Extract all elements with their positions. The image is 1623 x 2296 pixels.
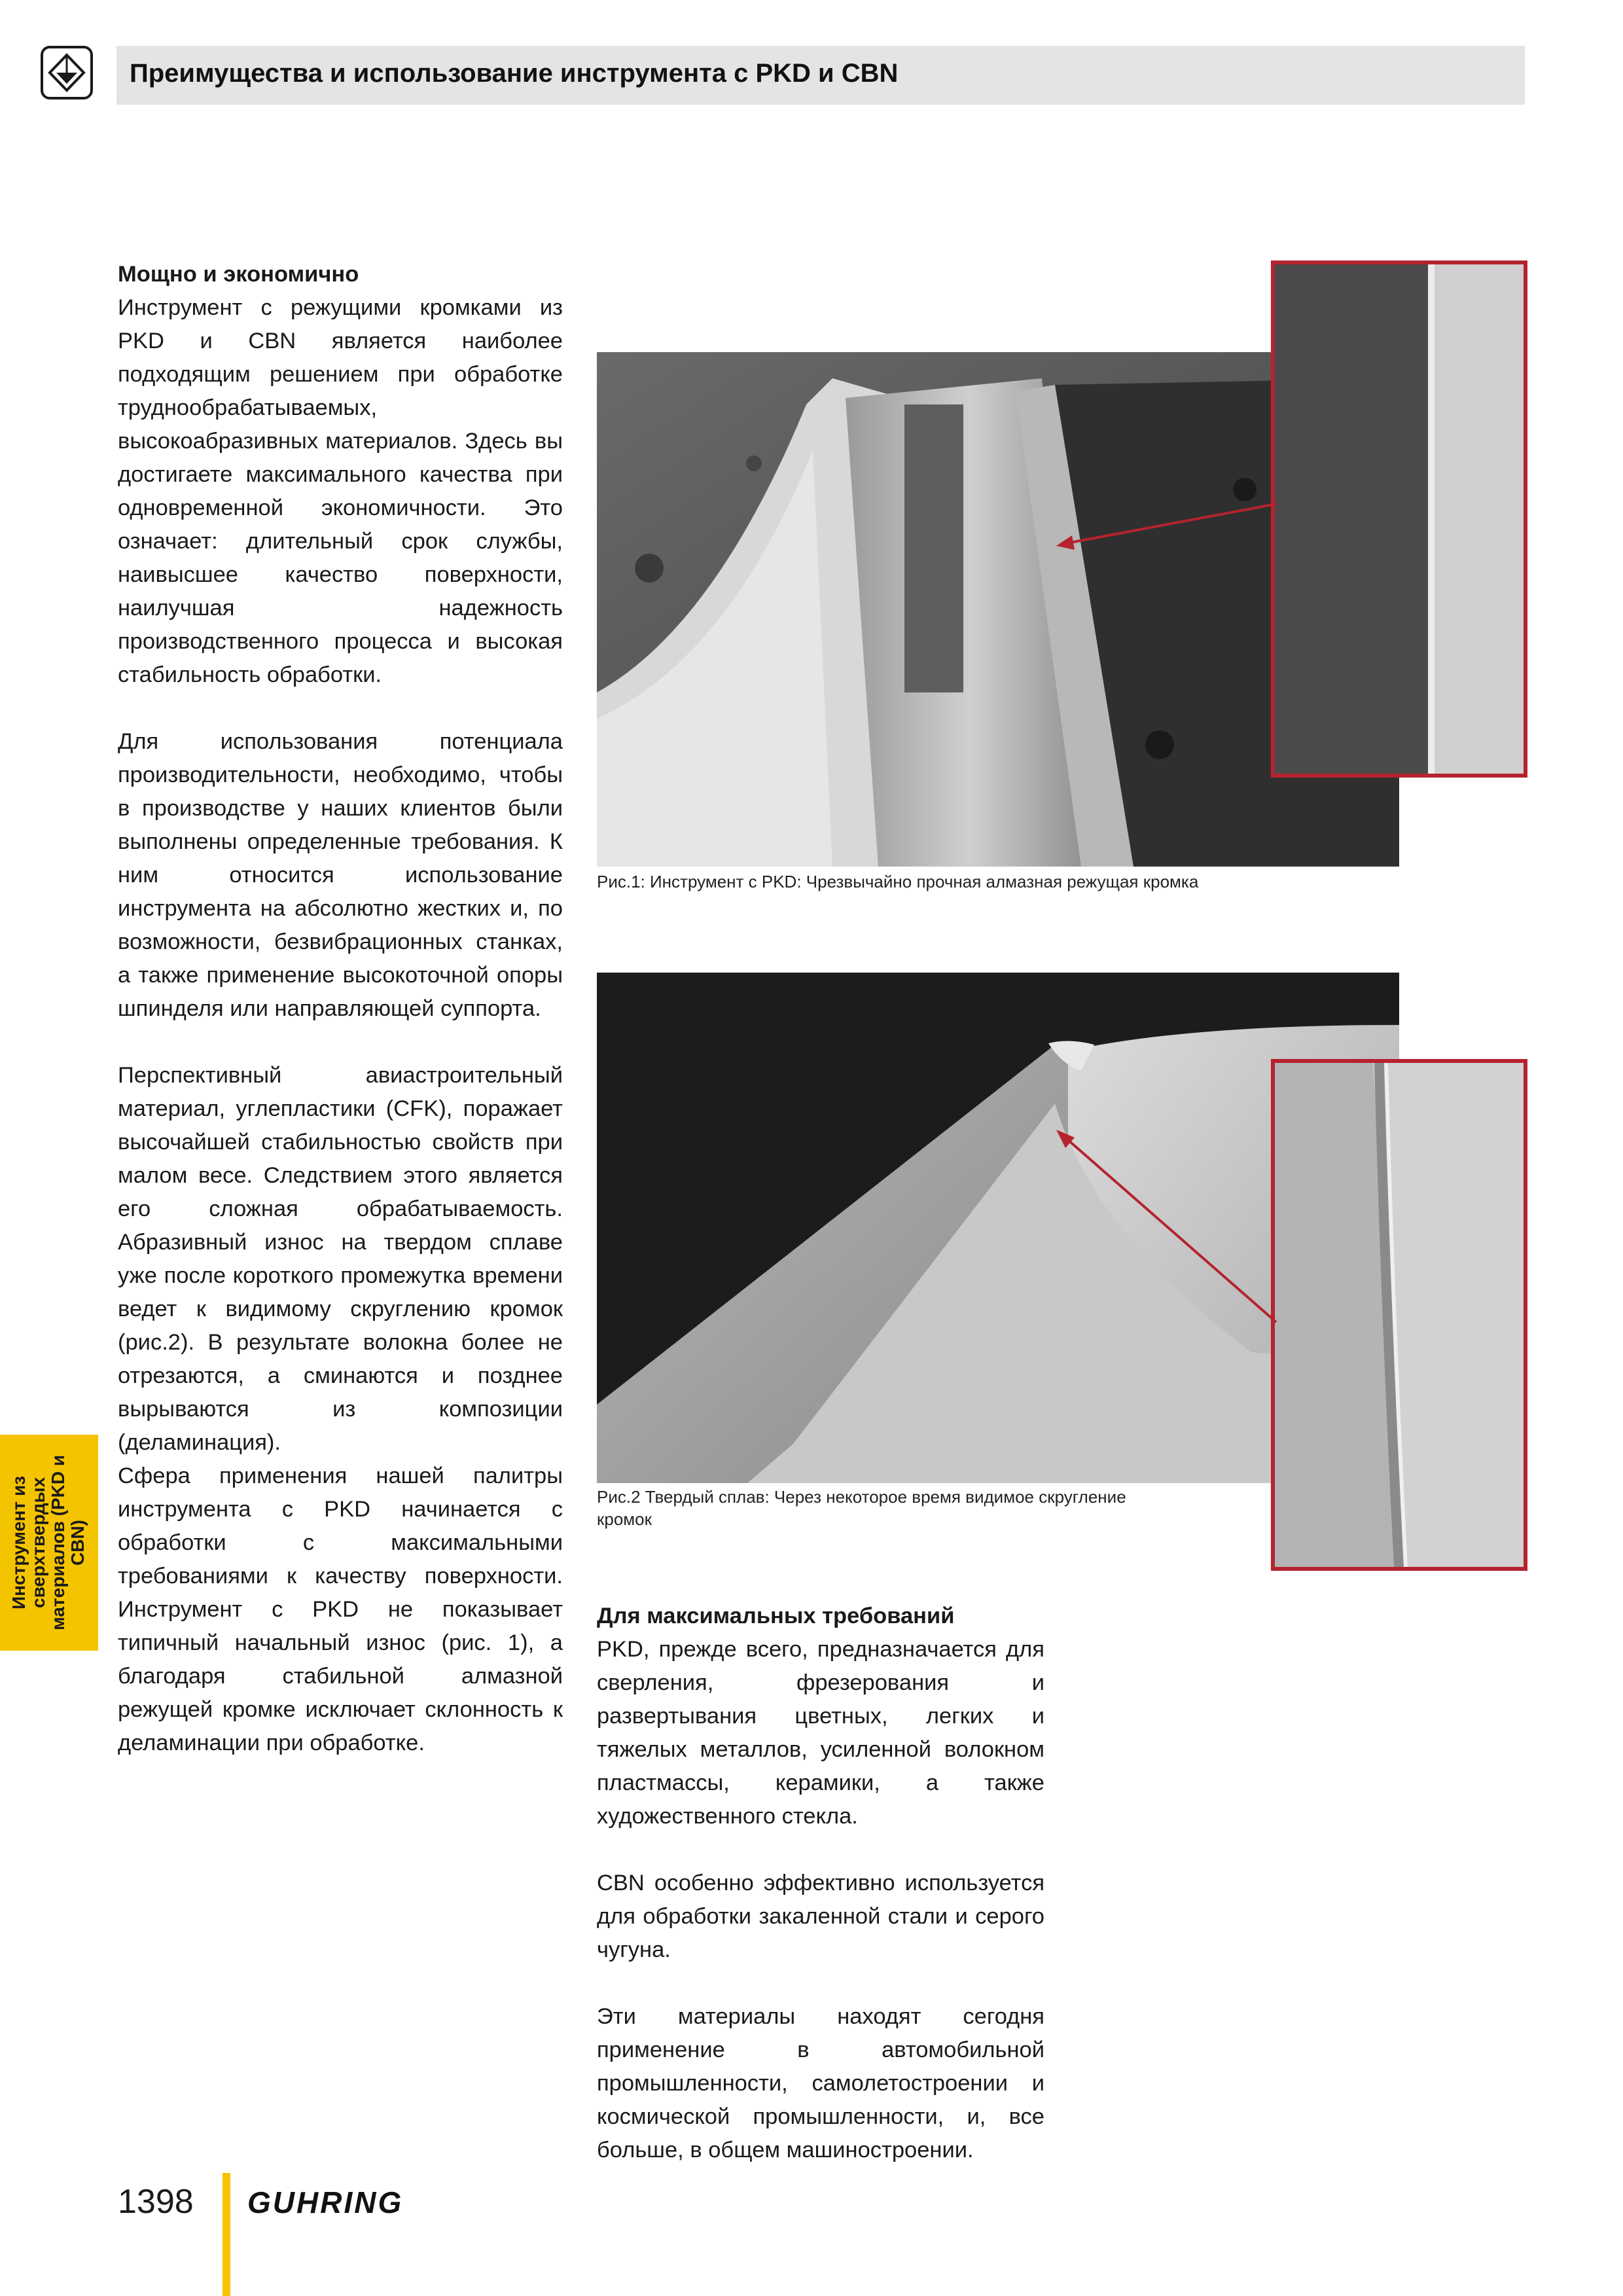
paragraph: Сфера применения нашей палитры инструмента с PKD начинается с обработки с максимальными требованиями к качеству поверхности. Инструмент с PKD не показывает типичный начальный износ (рис. 1), а благодаря стабильной алмазной режущей кромке исключает склонность к деламинации при обработке. — [118, 1463, 563, 1755]
footer-divider — [223, 2173, 230, 2296]
left-column — [118, 258, 563, 1760]
brand-logo: GUHRING — [247, 2185, 404, 2219]
paragraph: Эти материалы находят сегодня применение в автомобильной промышленности, самолетостроении и космической промышленности, и, все больше, в общем машиностроении. — [597, 2004, 1044, 2162]
figure-1-zoom-inset — [1271, 260, 1527, 778]
chapter-side-tab[interactable] — [0, 1435, 98, 1651]
figure-2-pointer-arrow — [1047, 1126, 1283, 1329]
paragraph: CBN особенно эффективно используется для обработки закаленной стали и серого чугуна. — [597, 1871, 1044, 1962]
figure-1-pointer-arrow — [1047, 497, 1283, 563]
page-title: Преимущества и использование инструмента с PKD и CBN — [130, 59, 899, 88]
paragraph: Для использования потенциала производительности, необходимо, чтобы в производстве у наших клиентов были выполнены определенные требования. К ним относится использование инструмента на абсолютно жестких и, по возможности, безвибрационных станках, а также применение высокоточной опоры шпинделя или направляющей суппорта. — [118, 729, 563, 1021]
section-heading-max-requirements: Для максимальных требований — [597, 1604, 955, 1628]
header-bar — [116, 46, 1525, 105]
company-logo — [41, 46, 93, 99]
paragraph: PKD, прежде всего, предназначается для сверления, фрезерования и развертывания цветных, легких и тяжелых металлов, усиленной волокном пластмассы, керамики, а также художественного стекла. — [597, 1637, 1044, 1829]
paragraph: Инструмент с режущими кромками из PKD и CBN является наиболее подходящим решением при обработке труднообрабатываемых, высокоабразивных материалов. Здесь вы достигаете максимального качества при одновременной экономичности. Это означает: длительный срок службы, наивысшее качество поверхности, наилучшая надежность производственного процесса и высокая стабильность обработки. — [118, 295, 563, 687]
paragraph: Перспективный авиастроительный материал, углепластики (CFK), поражает высочайшей стабильностью свойств при малом весе. Следствием этого является его сложная обрабатываемость. Абразивный износ на твердом сплаве уже после короткого промежутка времени ведет к видимому скруглению кромок (рис.2). В результате волокна более не отрезаются, а сминаются и позднее вырываются из композиции (деламинация). — [118, 1063, 563, 1455]
section-heading-powerful: Мощно и экономично — [118, 262, 359, 287]
figure-2-caption: Рис.2 Твердый сплав: Через некоторое время видимое скругление кромок — [597, 1487, 1126, 1529]
right-column — [597, 1600, 1044, 2167]
page-number: 1398 — [118, 2183, 194, 2221]
figure-1-caption: Рис.1: Инструмент с PKD: Чрезвычайно прочная алмазная режущая кромка — [597, 872, 1199, 891]
diamond-tool-icon — [47, 52, 86, 93]
chapter-side-tab-label: Инструмент из сверхтвердых материалов (PKD и CBN) — [9, 1454, 88, 1631]
figure-2-zoom-inset — [1271, 1059, 1527, 1571]
